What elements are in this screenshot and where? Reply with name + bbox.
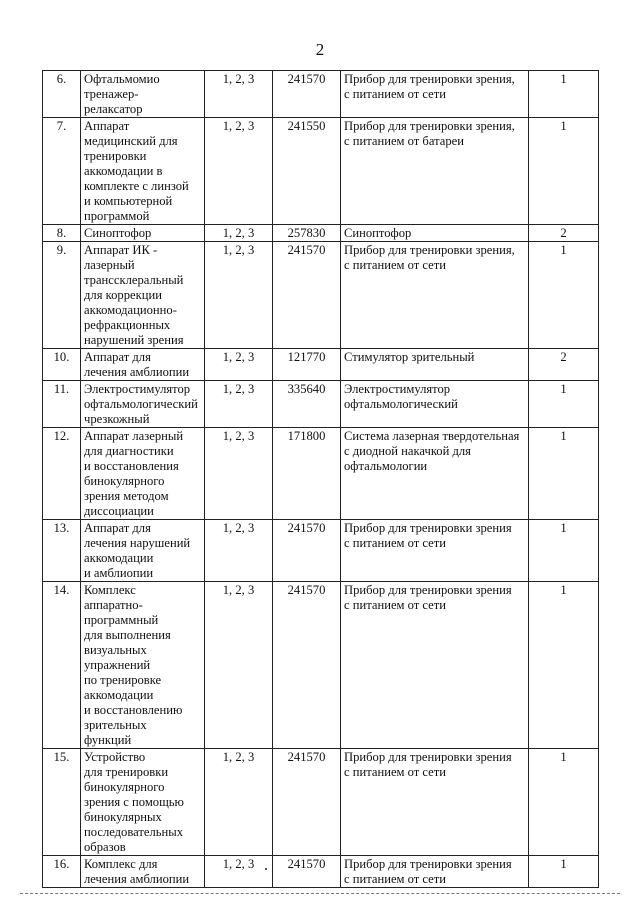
nomenclature-code-cell: 241570 — [273, 749, 341, 856]
row-number-cell: 12. — [43, 428, 81, 520]
equipment-table-body — [43, 71, 599, 888]
nomenclature-name-cell — [341, 118, 529, 225]
page-number: 2 — [315, 40, 325, 59]
device-name-text: Офтальмомио тренажер- релаксатор — [84, 72, 160, 116]
nomenclature-code-cell: 241570 — [273, 520, 341, 582]
table-row — [43, 582, 599, 749]
nomenclature-code-cell: 241570 — [273, 242, 341, 349]
quantity-cell: 1 — [529, 856, 599, 888]
row-number-cell: 16. — [43, 856, 81, 888]
device-name-text: Электростимулятор офтальмологический чрезкожный — [84, 382, 198, 426]
quantity-cell: 2 — [529, 349, 599, 381]
nomenclature-name-text: Стимулятор зрительный — [344, 350, 475, 364]
nomenclature-name-cell — [341, 582, 529, 749]
table-row — [43, 71, 599, 118]
device-name-text: Аппарат медицинский для тренировки аккомодации в комплекте с линзой и компьютерной программой — [84, 119, 189, 223]
table-row — [43, 118, 599, 225]
footer-divider — [20, 893, 620, 895]
device-name-cell — [81, 71, 205, 118]
category-cell: 1, 2, 3 — [205, 520, 273, 582]
device-name-text: Синоптофор — [84, 226, 152, 240]
row-number-cell: 7. — [43, 118, 81, 225]
device-name-cell — [81, 428, 205, 520]
device-name-text: Устройство для тренировки бинокулярного зрения с помощью бинокулярных последовательных образов — [84, 750, 184, 854]
device-name-text: Аппарат для лечения амблиопии — [84, 350, 190, 379]
nomenclature-name-cell — [341, 428, 529, 520]
quantity-cell: 1 — [529, 428, 599, 520]
table-row — [43, 749, 599, 856]
nomenclature-code-cell: 241570 — [273, 582, 341, 749]
quantity-cell: 1 — [529, 71, 599, 118]
nomenclature-name-cell — [341, 71, 529, 118]
equipment-table — [42, 70, 599, 888]
table-row — [43, 242, 599, 349]
quantity-cell: 1 — [529, 582, 599, 749]
nomenclature-code-cell: 241570 — [273, 71, 341, 118]
nomenclature-name-cell — [341, 242, 529, 349]
category-cell: 1, 2, 3 — [205, 118, 273, 225]
nomenclature-code-cell: 121770 — [273, 349, 341, 381]
device-name-text: Аппарат лазерный для диагностики и восстановления бинокулярного зрения методом диссоциации — [84, 429, 184, 518]
nomenclature-name-text: Прибор для тренировки зрения с питанием от сети — [344, 583, 512, 612]
row-number-cell: 15. — [43, 749, 81, 856]
row-number-cell: 11. — [43, 381, 81, 428]
category-cell: 1, 2, 3 — [205, 749, 273, 856]
category-cell: 1, 2, 3 — [205, 71, 273, 118]
table-row — [43, 520, 599, 582]
nomenclature-name-text: Прибор для тренировки зрения, с питанием от сети — [344, 243, 515, 272]
table-row — [43, 428, 599, 520]
nomenclature-name-text: Синоптофор — [344, 226, 412, 240]
row-number-cell: 13. — [43, 520, 81, 582]
device-name-cell — [81, 349, 205, 381]
table-row — [43, 349, 599, 381]
row-number-cell: 10. — [43, 349, 81, 381]
device-name-cell — [81, 242, 205, 349]
device-name-text: Комплекс для лечения амблиопии — [84, 857, 190, 886]
nomenclature-code-cell: 241570 — [273, 856, 341, 888]
table-row — [43, 856, 599, 888]
device-name-cell — [81, 118, 205, 225]
device-name-text: Комплекс аппаратно- программный для выполнения визуальных упражнений по тренировке аккомодации и восстановлению зрительных функций — [84, 583, 183, 747]
nomenclature-name-text: Прибор для тренировки зрения, с питанием от сети — [344, 72, 515, 101]
category-cell: 1, 2, 3 — [205, 349, 273, 381]
nomenclature-code-cell: 335640 — [273, 381, 341, 428]
nomenclature-name-cell — [341, 225, 529, 242]
quantity-cell: 1 — [529, 520, 599, 582]
nomenclature-name-text: Прибор для тренировки зрения, с питанием от батареи — [344, 119, 515, 148]
nomenclature-code-cell: 257830 — [273, 225, 341, 242]
nomenclature-name-text: Прибор для тренировки зрения с питанием от сети — [344, 750, 512, 779]
nomenclature-name-cell — [341, 381, 529, 428]
device-name-cell — [81, 582, 205, 749]
device-name-cell — [81, 856, 205, 888]
row-number-cell: 6. — [43, 71, 81, 118]
category-cell: 1, 2, 3 — [205, 582, 273, 749]
quantity-cell: 1 — [529, 242, 599, 349]
device-name-text: Аппарат ИК - лазерный транссклеральный для коррекции аккомодационно- рефракционных нарушений зрения — [84, 243, 184, 347]
quantity-cell: 1 — [529, 118, 599, 225]
table-row — [43, 225, 599, 242]
nomenclature-code-cell: 241550 — [273, 118, 341, 225]
device-name-cell — [81, 749, 205, 856]
category-cell: 1, 2, 3 — [205, 242, 273, 349]
nomenclature-name-cell — [341, 749, 529, 856]
quantity-cell: 1 — [529, 749, 599, 856]
table-row — [43, 381, 599, 428]
category-cell: 1, 2, 3 — [205, 856, 273, 888]
quantity-cell: 1 — [529, 381, 599, 428]
category-cell: 1, 2, 3 — [205, 225, 273, 242]
nomenclature-name-cell — [341, 520, 529, 582]
category-cell: 1, 2, 3 — [205, 381, 273, 428]
nomenclature-name-text: Система лазерная твердотельная с диодной накачкой для офтальмологии — [344, 429, 520, 473]
device-name-cell — [81, 520, 205, 582]
category-cell: 1, 2, 3 — [205, 428, 273, 520]
nomenclature-name-text: Прибор для тренировки зрения с питанием от сети — [344, 521, 512, 550]
row-number-cell: 14. — [43, 582, 81, 749]
nomenclature-name-text: Прибор для тренировки зрения с питанием от сети — [344, 857, 512, 886]
nomenclature-code-cell: 171800 — [273, 428, 341, 520]
quantity-cell: 2 — [529, 225, 599, 242]
nomenclature-name-text: Электростимулятор офтальмологический — [344, 382, 458, 411]
device-name-cell — [81, 225, 205, 242]
scan-artifact-dot — [265, 868, 267, 870]
row-number-cell: 9. — [43, 242, 81, 349]
nomenclature-name-cell — [341, 856, 529, 888]
device-name-text: Аппарат для лечения нарушений аккомодации и амблиопии — [84, 521, 191, 580]
device-name-cell — [81, 381, 205, 428]
row-number-cell: 8. — [43, 225, 81, 242]
nomenclature-name-cell — [341, 349, 529, 381]
